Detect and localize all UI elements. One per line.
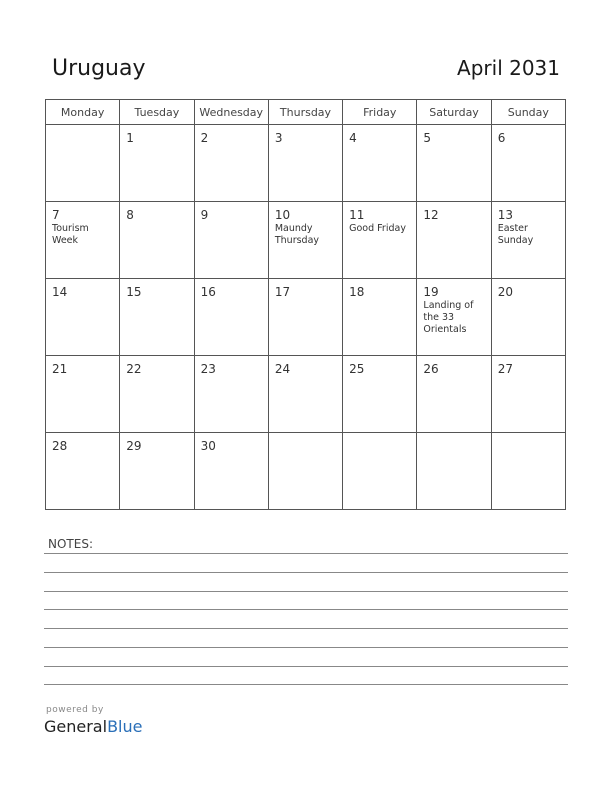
day-cell bbox=[120, 356, 194, 433]
calendar-grid bbox=[45, 99, 566, 510]
day-number: 11 bbox=[349, 208, 365, 222]
day-cell bbox=[491, 356, 565, 433]
day-cell bbox=[491, 433, 565, 510]
day-cell bbox=[268, 125, 342, 202]
day-cell bbox=[194, 433, 268, 510]
day-cell bbox=[491, 202, 565, 279]
holiday-label: Maundy Thursday bbox=[274, 223, 320, 246]
holiday-label: Good Friday bbox=[349, 223, 406, 234]
day-cell bbox=[46, 279, 120, 356]
day-cell bbox=[120, 279, 194, 356]
day-cell bbox=[343, 279, 417, 356]
day-cell bbox=[268, 202, 342, 279]
day-cell bbox=[194, 125, 268, 202]
day-cell bbox=[491, 279, 565, 356]
day-number: 6 bbox=[497, 131, 506, 145]
holiday-label: Landing of the 33 Orientals bbox=[423, 300, 474, 335]
day-number: 4 bbox=[349, 131, 357, 145]
day-number: 12 bbox=[423, 208, 439, 222]
week-row bbox=[46, 279, 566, 356]
notes-line bbox=[44, 553, 568, 554]
day-number: 9 bbox=[200, 208, 209, 222]
powered-by-text: powered by bbox=[46, 705, 104, 715]
day-cell bbox=[417, 125, 491, 202]
day-number: 3 bbox=[274, 131, 283, 145]
holiday-label: Easter Sunday bbox=[497, 223, 534, 246]
week-row bbox=[46, 433, 566, 510]
day-number: 5 bbox=[423, 131, 432, 145]
day-number: 25 bbox=[349, 362, 365, 376]
day-number: 19 bbox=[423, 285, 439, 299]
day-cell bbox=[417, 202, 491, 279]
weekday-header: Wednesday bbox=[194, 100, 268, 125]
day-number: 10 bbox=[274, 208, 291, 222]
day-cell bbox=[268, 433, 342, 510]
notes-line bbox=[44, 684, 568, 685]
day-number: 16 bbox=[200, 285, 216, 299]
calendar-month-title: April 2031 bbox=[457, 56, 560, 80]
brand-name-blue: Blue bbox=[107, 717, 143, 736]
weekday-header-row bbox=[46, 100, 566, 125]
notes-line bbox=[44, 628, 568, 629]
day-number: 17 bbox=[274, 285, 291, 299]
day-cell bbox=[343, 433, 417, 510]
day-number: 28 bbox=[52, 439, 68, 453]
notes-line bbox=[44, 591, 568, 592]
day-number: 20 bbox=[497, 285, 513, 299]
day-cell bbox=[268, 356, 342, 433]
day-number: 13 bbox=[497, 208, 513, 222]
day-cell bbox=[194, 356, 268, 433]
notes-label: NOTES: bbox=[48, 537, 93, 551]
day-number: 7 bbox=[52, 208, 60, 222]
weekday-header: Monday bbox=[46, 100, 120, 125]
day-number: 1 bbox=[126, 131, 134, 145]
day-number: 15 bbox=[126, 285, 142, 299]
day-number: 26 bbox=[423, 362, 439, 376]
week-row bbox=[46, 356, 566, 433]
day-number: 8 bbox=[126, 208, 134, 222]
notes-line bbox=[44, 609, 568, 610]
day-cell bbox=[417, 279, 491, 356]
day-cell bbox=[46, 202, 120, 279]
week-row bbox=[46, 202, 566, 279]
day-number: 21 bbox=[52, 362, 68, 376]
day-number: 27 bbox=[497, 362, 513, 376]
day-number: 24 bbox=[274, 362, 291, 376]
day-cell bbox=[120, 433, 194, 510]
day-number: 30 bbox=[200, 439, 216, 453]
day-cell bbox=[417, 433, 491, 510]
holiday-label: Tourism Week bbox=[52, 223, 89, 246]
day-number: 2 bbox=[200, 131, 209, 145]
day-cell bbox=[46, 125, 120, 202]
day-cell bbox=[491, 125, 565, 202]
day-cell bbox=[343, 125, 417, 202]
day-cell bbox=[46, 356, 120, 433]
notes-line bbox=[44, 666, 568, 667]
calendar-country-title: Uruguay bbox=[52, 56, 146, 81]
day-number: 18 bbox=[349, 285, 365, 299]
weekday-header: Tuesday bbox=[120, 100, 194, 125]
day-cell bbox=[417, 356, 491, 433]
weekday-header: Thursday bbox=[268, 100, 342, 125]
generalblue-logo bbox=[44, 717, 142, 736]
day-number: 29 bbox=[126, 439, 142, 453]
weekday-header: Saturday bbox=[417, 100, 491, 125]
weekday-header: Friday bbox=[343, 100, 417, 125]
brand-name-general: General bbox=[44, 717, 108, 736]
day-number: 14 bbox=[52, 285, 68, 299]
day-cell bbox=[194, 279, 268, 356]
day-number: 23 bbox=[200, 362, 216, 376]
notes-line bbox=[44, 572, 568, 573]
day-cell bbox=[268, 279, 342, 356]
day-cell bbox=[343, 356, 417, 433]
day-cell bbox=[343, 202, 417, 279]
day-cell bbox=[194, 202, 268, 279]
day-number: 22 bbox=[126, 362, 142, 376]
day-cell bbox=[46, 433, 120, 510]
day-cell bbox=[120, 125, 194, 202]
weekday-header: Sunday bbox=[491, 100, 565, 125]
week-row bbox=[46, 125, 566, 202]
notes-line bbox=[44, 647, 568, 648]
day-cell bbox=[120, 202, 194, 279]
